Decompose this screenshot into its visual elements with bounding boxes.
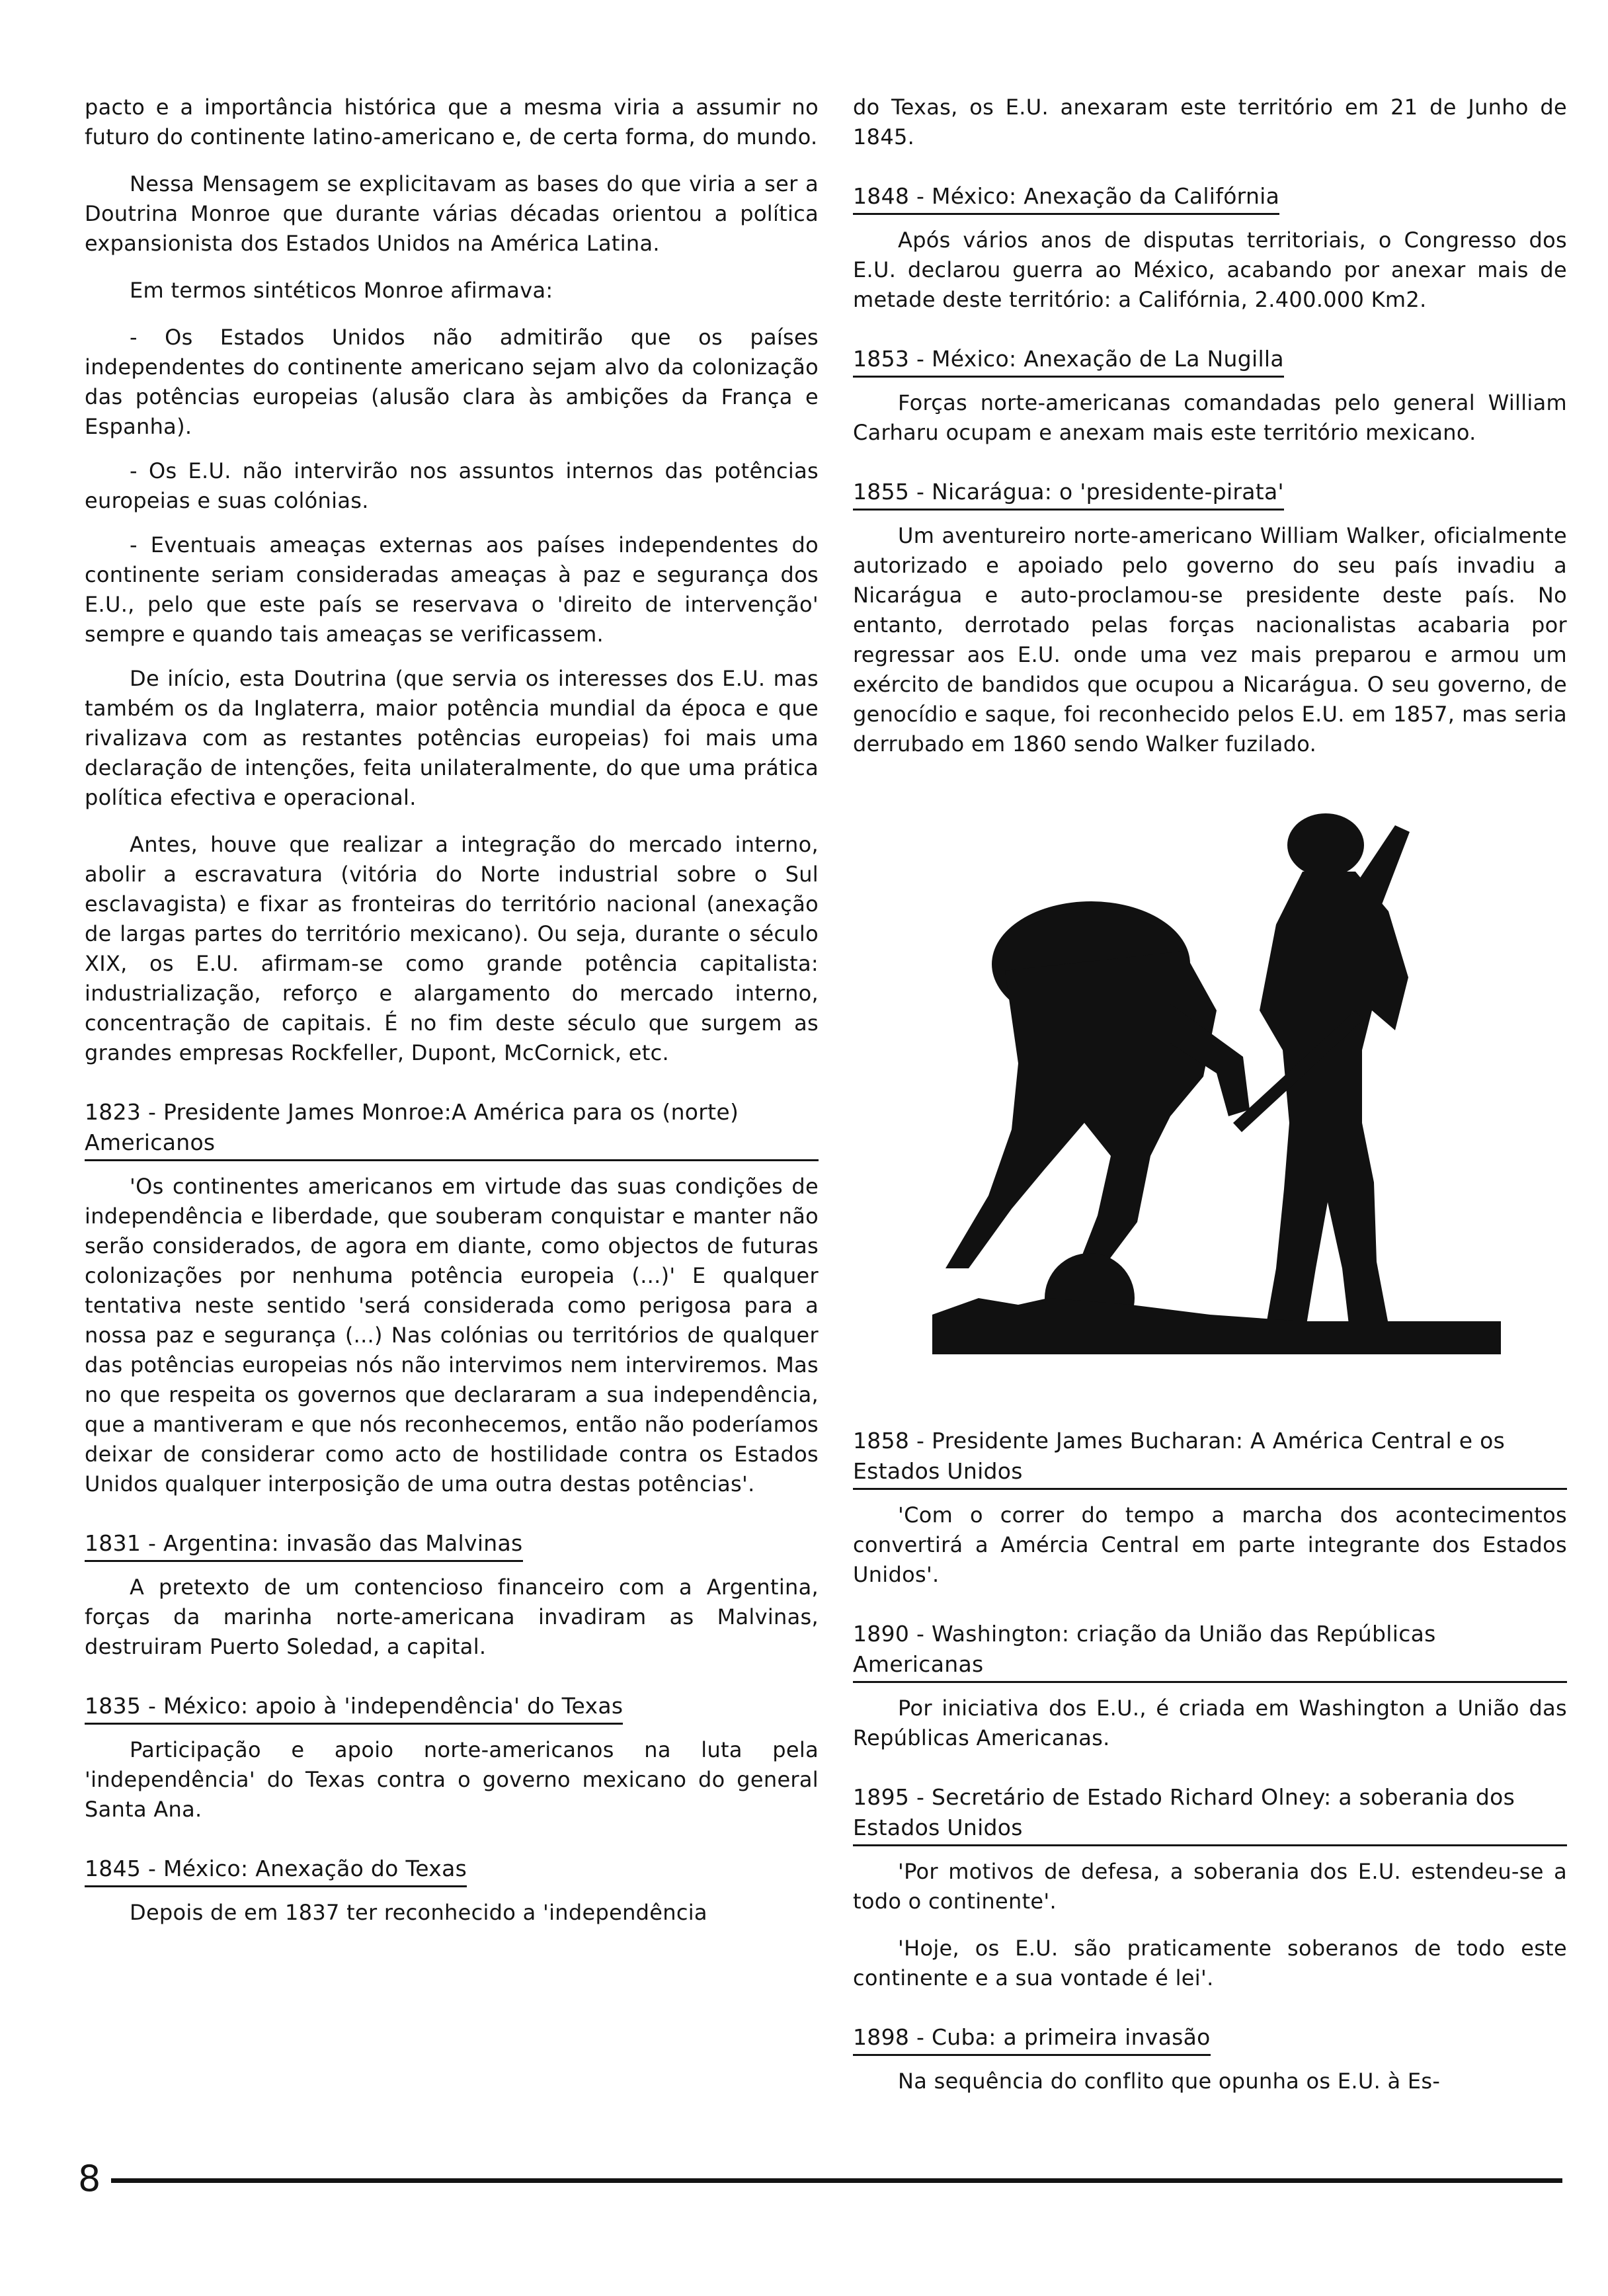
bullet-item-1: - Os Estados Unidos não admitirão que os países independentes do continente americano sejam alvo da colonização das potências europeias (alusão clara às ambições da França e Espanha).: [85, 325, 819, 439]
paragraph-1845: Depois de em 1837 ter reconhecido a 'independência: [130, 1900, 707, 1925]
section-heading-1853: 1853 - México: Anexação de La Nugilla: [853, 344, 1284, 378]
paragraph-1823: 'Os continentes americanos em virtude das suas condições de independência e liberdade, que souberam conquistar e manter não serão considerados, de agora em diante, como objectos de futuras colonizações por nenhuma potência europeia (...)' E qualquer tentativa neste sentido 'será considerada como perigosa para a nossa paz e segurança (...) Nas colónias ou territórios de qualquer das potências europeias nós não intervimos nem interviremos. Mas no que respeita os governos que declararam a sua independência, que a mantiveram e que nós reconhecemos, então não poderíamos deixar de considerar como acto de hostilidade contra os Estados Unidos qualquer interposição de uma outra destas potências'.: [85, 1174, 819, 1496]
bullet-item-2: - Os E.U. não intervirão nos assuntos internos das potências europeias e suas colónias.: [85, 458, 819, 513]
paragraph-1848: Após vários anos de disputas territoriais, o Congresso dos E.U. declarou guerra ao México, acabando por anexar mais de metade deste território: a Califórnia, 2.400.000 Km2.: [853, 227, 1567, 312]
paragraph-1895-b: 'Hoje, os E.U. são praticamente soberanos de todo este continente e a sua vontade é lei'.: [853, 1936, 1567, 1990]
bullet-item-3: - Eventuais ameaças externas aos países independentes do continente seriam consideradas ameaças à paz e segurança dos E.U., pelo que este país se reservava o 'direito de intervenção' sempre e quando tais ameaças se verificassem.: [85, 532, 819, 647]
section-heading-1831: 1831 - Argentina: invasão das Malvinas: [85, 1528, 523, 1562]
section-heading-1890: 1890 - Washington: criação da União das Repúblicas Americanas: [853, 1619, 1567, 1683]
section-heading-1845: 1845 - México: Anexação do Texas: [85, 1854, 467, 1887]
paragraph-1890: Por iniciativa dos E.U., é criada em Washington a União das Repúblicas Americanas.: [853, 1696, 1567, 1750]
paragraph-1855: Um aventureiro norte-americano William Walker, oficialmente autorizado e apoiado pelo governo do seu país invadiu a Nicarágua e auto-proclamou-se presidente deste país. No entanto, derrotado pelas forças nacionalistas acabaria por regressar aos E.U. onde uma vez mais preparou e armou um exército de bandidos que ocupou a Nicarágua. O seu governo, de genocídio e saque, foi reconhecido pelos E.U. em 1857, mas seria derrubado em 1860 sendo Walker fuzilado.: [853, 523, 1567, 757]
right-column: [853, 93, 1567, 2113]
section-heading-1855: 1855 - Nicarágua: o 'presidente-pirata': [853, 477, 1284, 511]
left-column: [85, 93, 819, 1945]
paragraph-1831: A pretexto de um contencioso financeiro com a Argentina, forças da marinha norte-americana invadiram as Malvinas, destruiram Puerto Soledad, a capital.: [85, 1575, 819, 1659]
section-heading-1835: 1835 - México: apoio à 'independência' do Texas: [85, 1691, 623, 1725]
page-number: 8: [78, 2158, 101, 2199]
section-heading-1858: 1858 - Presidente James Bucharan: A América Central e os Estados Unidos: [853, 1426, 1567, 1490]
paragraph-1895-a: 'Por motivos de defesa, a soberania dos E.U. estendeu-se a todo o continente'.: [853, 1859, 1567, 1914]
paragraph-1845-continued: do Texas, os E.U. anexaram este território em 21 de Junho de 1845.: [853, 95, 1567, 149]
paragraph-termos: Em termos sintéticos Monroe afirmava:: [130, 278, 553, 303]
paragraph-antes: Antes, houve que realizar a integração do mercado interno, abolir a escravatura (vitória do Norte industrial sobre o Sul esclavagista) e fixar as fronteiras do território nacional (anexação de largas partes do território mexicano). Ou seja, durante o século XIX, os E.U. afirmam-se como grande potência capitalista: industrialização, reforço e alargamento do mercado interno, concentração de capitais. É no fim deste século que surgem as grandes empresas Rockfeller, Dupont, McCornick, etc.: [85, 832, 819, 1065]
paragraph-1835: Participação e apoio norte-americanos na luta pela 'independência' do Texas contra o governo mexicano do general Santa Ana.: [85, 1737, 819, 1822]
footer-rule: [111, 2178, 1562, 2183]
page-footer: [78, 2158, 1562, 2199]
section-heading-1895: 1895 - Secretário de Estado Richard Olney: a soberania dos Estados Unidos: [853, 1782, 1567, 1846]
section-heading-1823: 1823 - Presidente James Monroe:A América para os (norte) Americanos: [85, 1097, 819, 1161]
paragraph-intro: pacto e a importância histórica que a mesma viria a assumir no futuro do continente latino-americano e, de certa forma, do mundo.: [85, 95, 819, 149]
paragraph-inicio: De início, esta Doutrina (que servia os interesses dos E.U. mas também os da Inglaterra, maior potência mundial da época e que rivalizava com as restantes potências europeias) foi mais uma declaração de intenções, feita unilateralmente, do que uma prática política efectiva e operacional.: [85, 666, 819, 810]
paragraph-mensagem: Nessa Mensagem se explicitavam as bases do que viria a ser a Doutrina Monroe que durante várias décadas orientou a política expansionista dos Estados Unidos na América Latina.: [85, 171, 819, 256]
section-heading-1898: 1898 - Cuba: a primeira invasão: [853, 2022, 1211, 2056]
paragraph-1853: Forças norte-americanas comandadas pelo general William Carharu ocupam e anexam mais este território mexicano.: [853, 390, 1567, 445]
soldier-silhouette-icon: [932, 812, 1501, 1354]
paragraph-1858: 'Com o correr do tempo a marcha dos acontecimentos convertirá a Amércia Central em parte integrante dos Estados Unidos'.: [853, 1502, 1567, 1587]
section-heading-1848: 1848 - México: Anexação da Califórnia: [853, 181, 1279, 215]
paragraph-1898: Na sequência do conflito que opunha os E.U. à Es-: [898, 2069, 1441, 2094]
